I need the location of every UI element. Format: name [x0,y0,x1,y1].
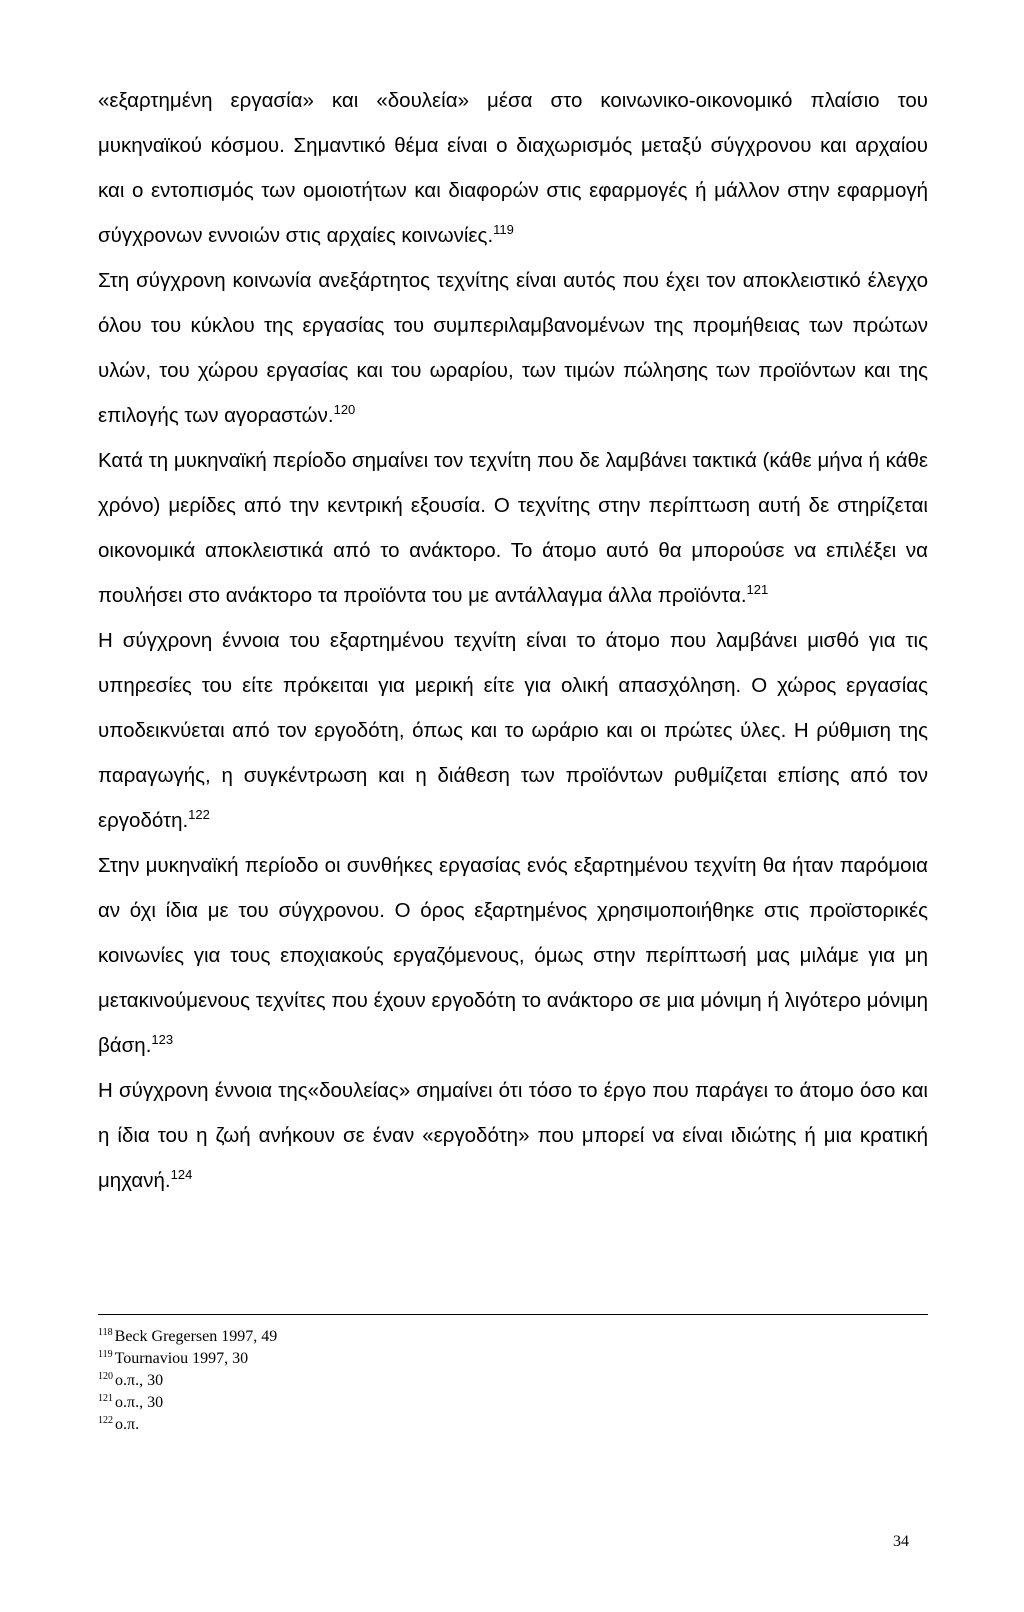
footnote-text: Beck Gregersen 1997, 49 [114,1328,278,1345]
footnote-reference: 121 [746,582,769,598]
footnote-120 [98,1370,698,1392]
footnote-reference: 119 [493,222,514,238]
paragraph-5 [98,843,928,1068]
paragraph-2 [98,258,928,438]
paragraph-text: Στην μυκηναϊκή περίοδο οι συνθήκες εργασίας ενός εξαρτημένου τεχνίτη θα ήταν παρόμοια αν όχι ίδια με του σύγχρονου. Ο όρος εξαρτημένος χρησιμοποιήθηκε στις προϊστορικές κοινωνίες για τους εποχιακούς εργαζόμενους, όμως στην περίπτωσή μας μιλάμε για μη μετακινούμενους τεχνίτες που έχουν εργοδότη το ανάκτορο σε μια μόνιμη ή λιγότερο μόνιμη βάση. [98,854,928,1057]
footnote-reference: 124 [170,1167,193,1183]
footnote-text: ο.π., 30 [115,1394,164,1411]
paragraph-4 [98,618,928,843]
footnote-119 [98,1348,698,1370]
paragraph-3 [98,438,928,618]
paragraph-1 [98,78,928,258]
footnote-text: ο.π. [115,1416,140,1433]
footnote-121 [98,1392,698,1414]
footnote-number: 120 [98,1370,113,1382]
paragraph-text: «εξαρτημένη εργασία» και «δουλεία» μέσα στο κοινωνικο-οικονομικό πλαίσιο του μυκηναϊκού κόσμου. Σημαντικό θέμα είναι ο διαχωρισμός μεταξύ σύγχρονου και αρχαίου και ο εντοπισμός των ομοιοτήτων και διαφορών στις εφαρμογές ή μάλλον στην εφαρμογή σύγχρονων εννοιών στις αρχαίες κοινωνίες. [98,89,928,247]
main-text [98,78,928,1203]
paragraph-text: Κατά τη μυκηναϊκή περίοδο σημαίνει τον τεχνίτη που δε λαμβάνει τακτικά (κάθε μήνα ή κάθε χρόνο) μερίδες από την κεντρική εξουσία. Ο τεχνίτης στην περίπτωση αυτή δε στηρίζεται οικονομικά αποκλειστικά από το ανάκτορο. Το άτομο αυτό θα μπορούσε να επιλέξει να πουλήσει στο ανάκτορο τα προϊόντα του με αντάλλαγμα άλλα προϊόντα. [98,449,928,607]
footnotes [98,1326,698,1436]
paragraph-text: Η σύγχρονη έννοια της«δουλείας» σημαίνει ότι τόσο το έργο που παράγει το άτομο όσο και η ίδια του η ζωή ανήκουν σε έναν «εργοδότη» που μπορεί να είναι ιδιώτης ή μια κρατική μηχανή. [98,1079,928,1192]
footnote-number: 121 [98,1392,113,1404]
footnote-122 [98,1414,698,1436]
footnote-number: 118 [98,1326,113,1338]
footnote-number: 119 [98,1348,113,1360]
footnote-text: Tournaviou 1997, 30 [114,1350,249,1367]
footnote-number: 122 [98,1414,113,1426]
page-number: 34 [893,1533,909,1550]
footnote-reference: 122 [188,807,210,823]
footnote-separator [98,1314,928,1315]
paragraph-text: Η σύγχρονη έννοια του εξαρτημένου τεχνίτη είναι το άτομο που λαμβάνει μισθό για τις υπηρεσίες του είτε πρόκειται για μερική είτε για ολική απασχόληση. Ο χώρος εργασίας υποδεικνύεται από τον εργοδότη, όπως και το ωράριο και οι πρώτες ύλες. Η ρύθμιση της παραγωγής, η συγκέντρωση και η διάθεση των προϊόντων ρυθμίζεται επίσης από τον εργοδότη. [98,629,928,832]
footnote-reference: 120 [333,402,356,418]
footnote-text: ο.π., 30 [115,1372,164,1389]
footnote-118 [98,1326,698,1348]
footnote-reference: 123 [151,1032,174,1048]
paragraph-text: Στη σύγχρονη κοινωνία ανεξάρτητος τεχνίτης είναι αυτός που έχει τον αποκλειστικό έλεγχο όλου του κύκλου της εργασίας του συμπεριλαμβανομένων της προμήθειας των πρώτων υλών, του χώρου εργασίας και του ωραρίου, των τιμών πώλησης των προϊόντων και της επιλογής των αγοραστών. [98,269,928,427]
paragraph-6 [98,1068,928,1203]
